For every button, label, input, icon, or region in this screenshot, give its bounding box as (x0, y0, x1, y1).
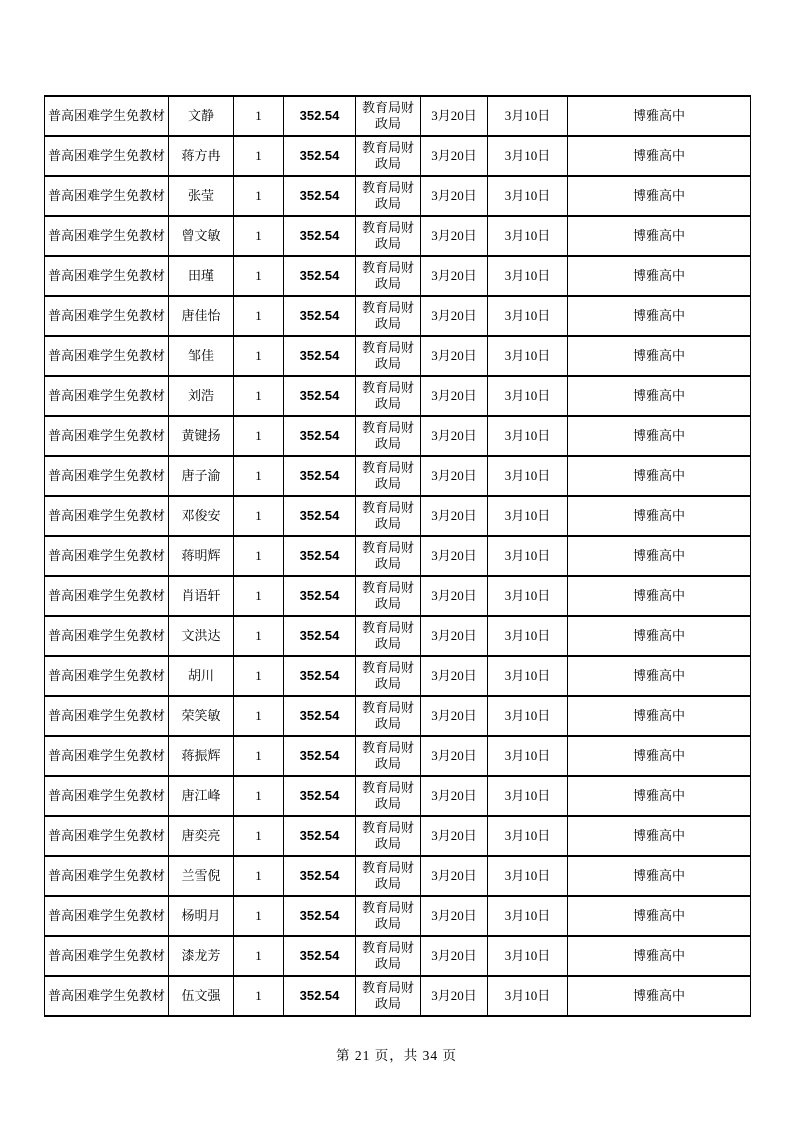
table-row (45, 176, 751, 216)
cell-funding-dept: 教育局财政局 (356, 496, 421, 536)
cell-school: 博雅高中 (568, 976, 751, 1016)
cell-school: 博雅高中 (568, 256, 751, 296)
cell-project-name: 普高困难学生免教材 (45, 496, 169, 536)
cell-date-first: 3月20日 (421, 936, 488, 976)
cell-quantity: 1 (234, 776, 284, 816)
cell-student-name: 兰雪倪 (169, 856, 234, 896)
cell-quantity: 1 (234, 936, 284, 976)
cell-project-name: 普高困难学生免教材 (45, 896, 169, 936)
cell-quantity: 1 (234, 136, 284, 176)
cell-date-second: 3月10日 (488, 976, 568, 1016)
table-body (45, 96, 751, 1016)
cell-project-name: 普高困难学生免教材 (45, 576, 169, 616)
cell-quantity: 1 (234, 856, 284, 896)
cell-student-name: 伍文强 (169, 976, 234, 1016)
cell-date-first: 3月20日 (421, 856, 488, 896)
cell-project-name: 普高困难学生免教材 (45, 336, 169, 376)
table-row (45, 296, 751, 336)
cell-amount: 352.54 (284, 496, 356, 536)
cell-school: 博雅高中 (568, 376, 751, 416)
cell-quantity: 1 (234, 536, 284, 576)
cell-project-name: 普高困难学生免教材 (45, 656, 169, 696)
cell-funding-dept: 教育局财政局 (356, 856, 421, 896)
cell-date-first: 3月20日 (421, 176, 488, 216)
table-row (45, 376, 751, 416)
cell-quantity: 1 (234, 816, 284, 856)
cell-student-name: 蒋振辉 (169, 736, 234, 776)
cell-amount: 352.54 (284, 256, 356, 296)
cell-date-second: 3月10日 (488, 536, 568, 576)
cell-school: 博雅高中 (568, 416, 751, 456)
table-row (45, 416, 751, 456)
cell-amount: 352.54 (284, 336, 356, 376)
cell-amount: 352.54 (284, 576, 356, 616)
cell-date-first: 3月20日 (421, 416, 488, 456)
table-row (45, 696, 751, 736)
cell-amount: 352.54 (284, 656, 356, 696)
cell-quantity: 1 (234, 256, 284, 296)
cell-student-name: 肖语轩 (169, 576, 234, 616)
cell-amount: 352.54 (284, 616, 356, 656)
cell-amount: 352.54 (284, 896, 356, 936)
table-row (45, 496, 751, 536)
table-row (45, 536, 751, 576)
cell-date-first: 3月20日 (421, 496, 488, 536)
cell-student-name: 邓俊安 (169, 496, 234, 536)
cell-date-second: 3月10日 (488, 856, 568, 896)
cell-quantity: 1 (234, 216, 284, 256)
cell-date-first: 3月20日 (421, 656, 488, 696)
cell-funding-dept: 教育局财政局 (356, 656, 421, 696)
cell-project-name: 普高困难学生免教材 (45, 416, 169, 456)
cell-funding-dept: 教育局财政局 (356, 136, 421, 176)
cell-school: 博雅高中 (568, 816, 751, 856)
cell-quantity: 1 (234, 736, 284, 776)
cell-date-second: 3月10日 (488, 616, 568, 656)
table-row (45, 616, 751, 656)
table-row (45, 896, 751, 936)
cell-date-second: 3月10日 (488, 256, 568, 296)
table-row (45, 656, 751, 696)
cell-date-first: 3月20日 (421, 456, 488, 496)
page-number: 第 21 页，共 34 页 (336, 1048, 457, 1063)
cell-amount: 352.54 (284, 776, 356, 816)
cell-school: 博雅高中 (568, 176, 751, 216)
table-row (45, 816, 751, 856)
cell-amount: 352.54 (284, 136, 356, 176)
cell-project-name: 普高困难学生免教材 (45, 936, 169, 976)
cell-funding-dept: 教育局财政局 (356, 256, 421, 296)
cell-school: 博雅高中 (568, 336, 751, 376)
cell-amount: 352.54 (284, 416, 356, 456)
cell-school: 博雅高中 (568, 296, 751, 336)
cell-project-name: 普高困难学生免教材 (45, 96, 169, 136)
cell-funding-dept: 教育局财政局 (356, 416, 421, 456)
cell-date-second: 3月10日 (488, 696, 568, 736)
cell-project-name: 普高困难学生免教材 (45, 696, 169, 736)
cell-amount: 352.54 (284, 176, 356, 216)
cell-amount: 352.54 (284, 856, 356, 896)
cell-school: 博雅高中 (568, 896, 751, 936)
cell-student-name: 黄键扬 (169, 416, 234, 456)
cell-date-first: 3月20日 (421, 616, 488, 656)
cell-funding-dept: 教育局财政局 (356, 816, 421, 856)
cell-funding-dept: 教育局财政局 (356, 936, 421, 976)
cell-student-name: 曾文敏 (169, 216, 234, 256)
cell-school: 博雅高中 (568, 496, 751, 536)
cell-amount: 352.54 (284, 376, 356, 416)
cell-date-first: 3月20日 (421, 136, 488, 176)
cell-date-first: 3月20日 (421, 216, 488, 256)
cell-date-first: 3月20日 (421, 256, 488, 296)
cell-date-second: 3月10日 (488, 576, 568, 616)
cell-student-name: 张莹 (169, 176, 234, 216)
cell-quantity: 1 (234, 696, 284, 736)
cell-amount: 352.54 (284, 816, 356, 856)
cell-school: 博雅高中 (568, 776, 751, 816)
cell-quantity: 1 (234, 96, 284, 136)
cell-student-name: 蒋明辉 (169, 536, 234, 576)
cell-amount: 352.54 (284, 936, 356, 976)
cell-school: 博雅高中 (568, 96, 751, 136)
cell-date-first: 3月20日 (421, 576, 488, 616)
table-row (45, 736, 751, 776)
table-row (45, 216, 751, 256)
cell-school: 博雅高中 (568, 856, 751, 896)
cell-student-name: 唐佳怡 (169, 296, 234, 336)
cell-student-name: 荣笑敏 (169, 696, 234, 736)
cell-date-first: 3月20日 (421, 976, 488, 1016)
cell-date-second: 3月10日 (488, 336, 568, 376)
cell-school: 博雅高中 (568, 136, 751, 176)
cell-funding-dept: 教育局财政局 (356, 616, 421, 656)
table-row (45, 136, 751, 176)
cell-student-name: 刘浩 (169, 376, 234, 416)
cell-quantity: 1 (234, 336, 284, 376)
cell-project-name: 普高困难学生免教材 (45, 776, 169, 816)
table-row (45, 976, 751, 1016)
cell-project-name: 普高困难学生免教材 (45, 456, 169, 496)
cell-project-name: 普高困难学生免教材 (45, 216, 169, 256)
cell-student-name: 文洪达 (169, 616, 234, 656)
cell-quantity: 1 (234, 616, 284, 656)
cell-funding-dept: 教育局财政局 (356, 296, 421, 336)
cell-quantity: 1 (234, 456, 284, 496)
cell-student-name: 邹佳 (169, 336, 234, 376)
cell-date-first: 3月20日 (421, 696, 488, 736)
cell-student-name: 唐奕亮 (169, 816, 234, 856)
cell-date-second: 3月10日 (488, 776, 568, 816)
table-row (45, 96, 751, 136)
cell-funding-dept: 教育局财政局 (356, 776, 421, 816)
cell-date-second: 3月10日 (488, 936, 568, 976)
cell-date-first: 3月20日 (421, 296, 488, 336)
cell-quantity: 1 (234, 576, 284, 616)
cell-funding-dept: 教育局财政局 (356, 696, 421, 736)
cell-amount: 352.54 (284, 216, 356, 256)
cell-quantity: 1 (234, 376, 284, 416)
cell-date-second: 3月10日 (488, 496, 568, 536)
cell-funding-dept: 教育局财政局 (356, 216, 421, 256)
cell-funding-dept: 教育局财政局 (356, 976, 421, 1016)
cell-funding-dept: 教育局财政局 (356, 376, 421, 416)
cell-date-first: 3月20日 (421, 896, 488, 936)
cell-amount: 352.54 (284, 736, 356, 776)
cell-student-name: 蒋方冉 (169, 136, 234, 176)
cell-school: 博雅高中 (568, 616, 751, 656)
cell-funding-dept: 教育局财政局 (356, 176, 421, 216)
cell-school: 博雅高中 (568, 696, 751, 736)
cell-date-first: 3月20日 (421, 736, 488, 776)
cell-date-second: 3月10日 (488, 296, 568, 336)
cell-date-second: 3月10日 (488, 136, 568, 176)
cell-date-second: 3月10日 (488, 176, 568, 216)
table-row (45, 256, 751, 296)
cell-date-first: 3月20日 (421, 776, 488, 816)
cell-quantity: 1 (234, 296, 284, 336)
cell-date-first: 3月20日 (421, 376, 488, 416)
cell-school: 博雅高中 (568, 576, 751, 616)
cell-project-name: 普高困难学生免教材 (45, 976, 169, 1016)
cell-quantity: 1 (234, 416, 284, 456)
table-row (45, 456, 751, 496)
cell-date-second: 3月10日 (488, 896, 568, 936)
cell-quantity: 1 (234, 176, 284, 216)
cell-date-second: 3月10日 (488, 216, 568, 256)
cell-student-name: 唐子渝 (169, 456, 234, 496)
cell-school: 博雅高中 (568, 216, 751, 256)
cell-date-first: 3月20日 (421, 536, 488, 576)
cell-project-name: 普高困难学生免教材 (45, 616, 169, 656)
cell-student-name: 唐江峰 (169, 776, 234, 816)
cell-date-second: 3月10日 (488, 376, 568, 416)
cell-amount: 352.54 (284, 296, 356, 336)
cell-quantity: 1 (234, 496, 284, 536)
cell-funding-dept: 教育局财政局 (356, 896, 421, 936)
cell-funding-dept: 教育局财政局 (356, 576, 421, 616)
cell-date-second: 3月10日 (488, 96, 568, 136)
cell-date-first: 3月20日 (421, 816, 488, 856)
cell-school: 博雅高中 (568, 936, 751, 976)
cell-student-name: 文静 (169, 96, 234, 136)
cell-school: 博雅高中 (568, 456, 751, 496)
cell-funding-dept: 教育局财政局 (356, 456, 421, 496)
grant-table (44, 95, 751, 1017)
cell-funding-dept: 教育局财政局 (356, 336, 421, 376)
cell-project-name: 普高困难学生免教材 (45, 256, 169, 296)
cell-amount: 352.54 (284, 456, 356, 496)
table-row (45, 336, 751, 376)
cell-funding-dept: 教育局财政局 (356, 96, 421, 136)
cell-amount: 352.54 (284, 96, 356, 136)
table-row (45, 936, 751, 976)
cell-school: 博雅高中 (568, 736, 751, 776)
cell-project-name: 普高困难学生免教材 (45, 736, 169, 776)
cell-date-second: 3月10日 (488, 656, 568, 696)
cell-project-name: 普高困难学生免教材 (45, 176, 169, 216)
cell-funding-dept: 教育局财政局 (356, 736, 421, 776)
cell-amount: 352.54 (284, 536, 356, 576)
table-row (45, 856, 751, 896)
cell-student-name: 杨明月 (169, 896, 234, 936)
cell-quantity: 1 (234, 976, 284, 1016)
cell-project-name: 普高困难学生免教材 (45, 816, 169, 856)
cell-student-name: 漆龙芳 (169, 936, 234, 976)
cell-quantity: 1 (234, 896, 284, 936)
cell-date-second: 3月10日 (488, 816, 568, 856)
cell-project-name: 普高困难学生免教材 (45, 376, 169, 416)
cell-school: 博雅高中 (568, 656, 751, 696)
cell-project-name: 普高困难学生免教材 (45, 536, 169, 576)
cell-student-name: 田瑾 (169, 256, 234, 296)
table-row (45, 576, 751, 616)
table-row (45, 776, 751, 816)
cell-amount: 352.54 (284, 976, 356, 1016)
cell-project-name: 普高困难学生免教材 (45, 856, 169, 896)
cell-quantity: 1 (234, 656, 284, 696)
cell-funding-dept: 教育局财政局 (356, 536, 421, 576)
cell-date-first: 3月20日 (421, 336, 488, 376)
cell-date-second: 3月10日 (488, 416, 568, 456)
cell-date-first: 3月20日 (421, 96, 488, 136)
cell-school: 博雅高中 (568, 536, 751, 576)
cell-project-name: 普高困难学生免教材 (45, 296, 169, 336)
cell-project-name: 普高困难学生免教材 (45, 136, 169, 176)
cell-amount: 352.54 (284, 696, 356, 736)
cell-student-name: 胡川 (169, 656, 234, 696)
cell-date-second: 3月10日 (488, 736, 568, 776)
cell-date-second: 3月10日 (488, 456, 568, 496)
